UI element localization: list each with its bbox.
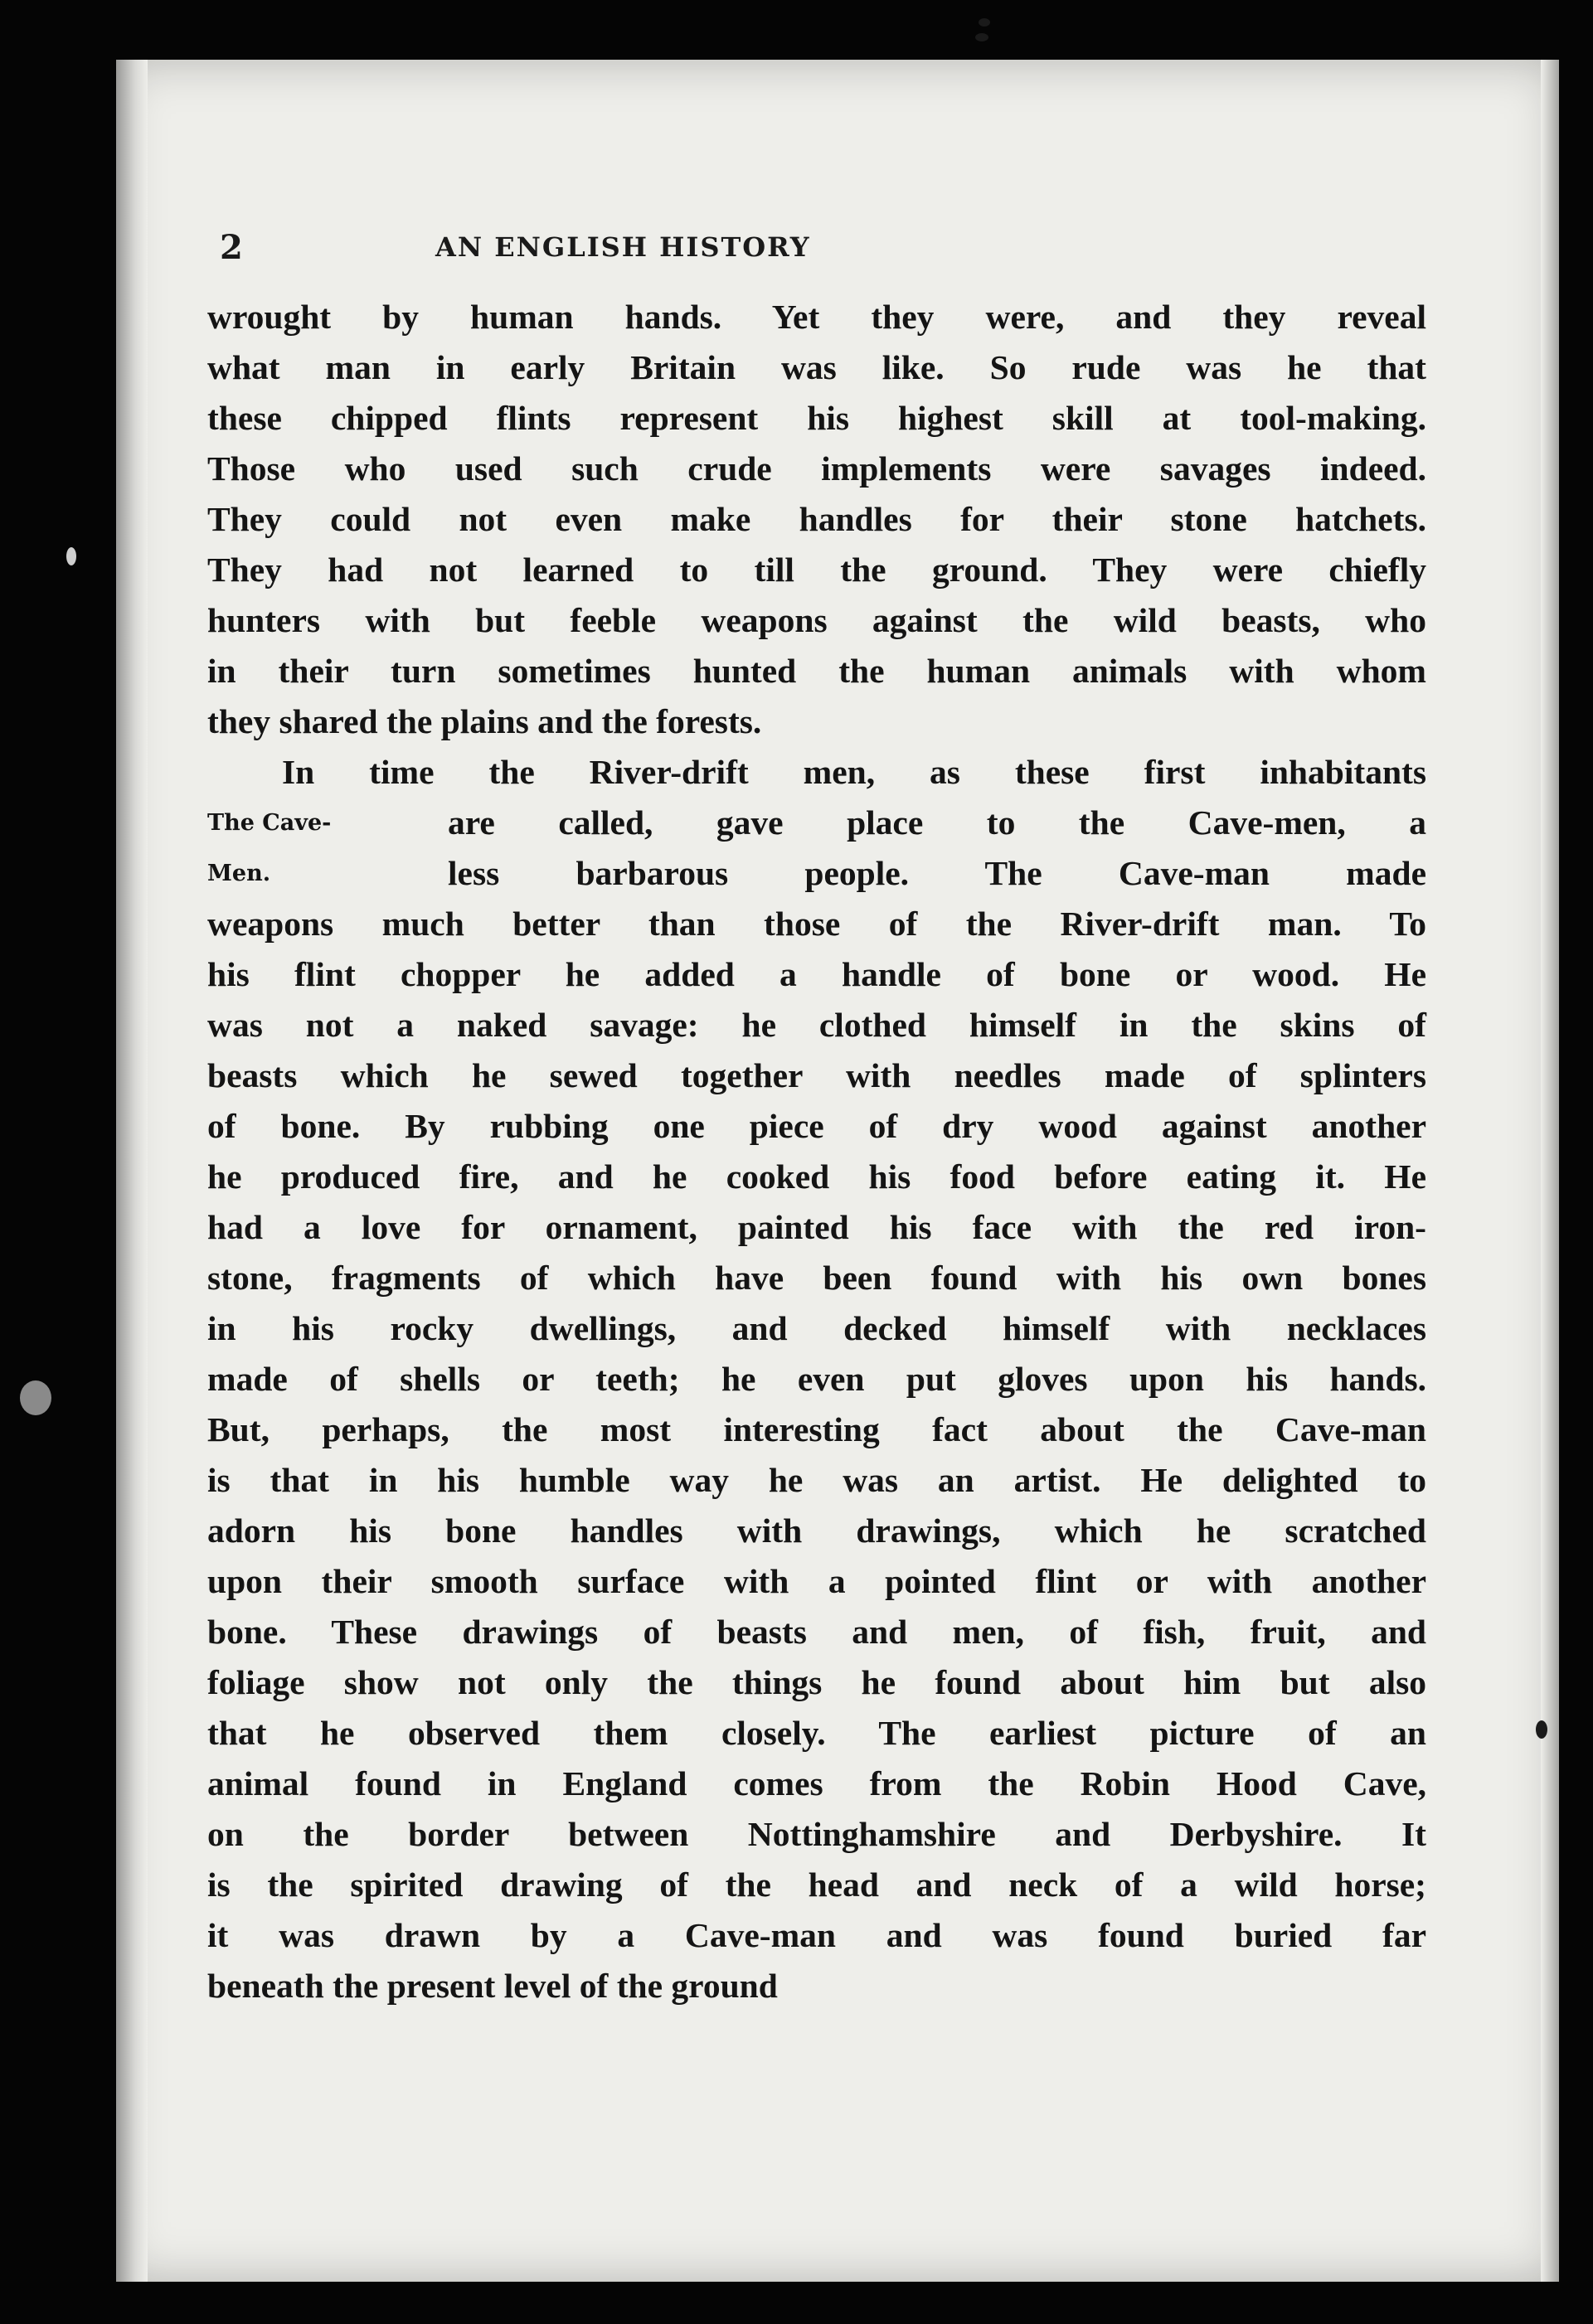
text-line: In time the River-drift men, as these first inhabitants bbox=[282, 753, 1426, 791]
margin-note-line-2: Men. bbox=[207, 861, 271, 886]
text-line: Those who used such crude implements were savages indeed. bbox=[207, 449, 1426, 488]
text-line: of bone. By rubbing one piece of dry wood against another bbox=[207, 1107, 1426, 1145]
text-line: But, perhaps, the most interesting fact about the Cave-man bbox=[207, 1410, 1426, 1448]
text-line: was not a naked savage: he clothed himself in the skins of bbox=[207, 1006, 1426, 1044]
text-line: bone. These drawings of beasts and men, of fish, fruit, and bbox=[207, 1613, 1426, 1651]
text-line: on the border between Nottinghamshire and Derbyshire. It bbox=[207, 1815, 1426, 1853]
page-binding-edge bbox=[116, 60, 148, 2282]
text-line: they shared the plains and the forests. bbox=[207, 702, 762, 740]
text-line: stone, fragments of which have been found with his own bones bbox=[207, 1259, 1426, 1297]
text-line: these chipped flints represent his highest skill at tool-making. bbox=[207, 399, 1426, 437]
scan-speck bbox=[20, 1380, 51, 1415]
body-text bbox=[207, 292, 1426, 2011]
text-line: adorn his bone handles with drawings, which he scratched bbox=[207, 1511, 1426, 1550]
text-line: animal found in England comes from the Robin Hood Cave, bbox=[207, 1764, 1426, 1802]
scan-speck bbox=[66, 547, 76, 565]
text-line: beneath the present level of the ground bbox=[207, 1967, 778, 2005]
page-right-edge bbox=[1541, 60, 1559, 2282]
text-line: that he observed them closely. The earliest picture of an bbox=[207, 1714, 1426, 1752]
margin-note-row bbox=[207, 798, 1426, 848]
text-line: what man in early Britain was like. So rude was he that bbox=[207, 348, 1426, 386]
text-line: had a love for ornament, painted his face with the red iron- bbox=[207, 1208, 1426, 1246]
margin-note-row bbox=[207, 848, 1426, 899]
text-line: is the spirited drawing of the head and neck of a wild horse; bbox=[207, 1866, 1426, 1904]
text-line: it was drawn by a Cave-man and was found buried far bbox=[207, 1916, 1426, 1954]
text-line: hunters with but feeble weapons against the wild beasts, who bbox=[207, 601, 1426, 639]
scan-speck bbox=[979, 18, 990, 27]
text-line: are called, gave place to the Cave-men, a bbox=[448, 803, 1426, 842]
text-line: less barbarous people. The Cave-man made bbox=[448, 854, 1426, 892]
text-line: foliage show not only the things he found about him but also bbox=[207, 1663, 1426, 1701]
text-line: made of shells or teeth; he even put gloves upon his hands. bbox=[207, 1360, 1426, 1398]
text-line: beasts which he sewed together with needles made of splinters bbox=[207, 1056, 1426, 1094]
page-header bbox=[220, 228, 1153, 278]
text-line: his flint chopper he added a handle of bone or wood. He bbox=[207, 955, 1426, 993]
page-number: 2 bbox=[220, 228, 243, 267]
text-line: They could not even make handles for their stone hatchets. bbox=[207, 500, 1426, 538]
margin-note-line-1: The Cave- bbox=[207, 810, 332, 836]
text-line: he produced fire, and he cooked his food before eating it. He bbox=[207, 1157, 1426, 1196]
text-line: weapons much better than those of the River-drift man. To bbox=[207, 905, 1426, 943]
scan-speck bbox=[1536, 1720, 1547, 1739]
text-line: in their turn sometimes hunted the human animals with whom bbox=[207, 652, 1426, 690]
scan-speck bbox=[975, 33, 988, 41]
text-line: in his rocky dwellings, and decked himself with necklaces bbox=[207, 1309, 1426, 1347]
text-line: They had not learned to till the ground. They were chiefly bbox=[207, 551, 1426, 589]
text-line: wrought by human hands. Yet they were, and they reveal bbox=[207, 298, 1426, 336]
text-line: is that in his humble way he was an artist. He delighted to bbox=[207, 1461, 1426, 1499]
running-head: AN ENGLISH HISTORY bbox=[435, 231, 811, 263]
text-line: upon their smooth surface with a pointed flint or with another bbox=[207, 1562, 1426, 1600]
